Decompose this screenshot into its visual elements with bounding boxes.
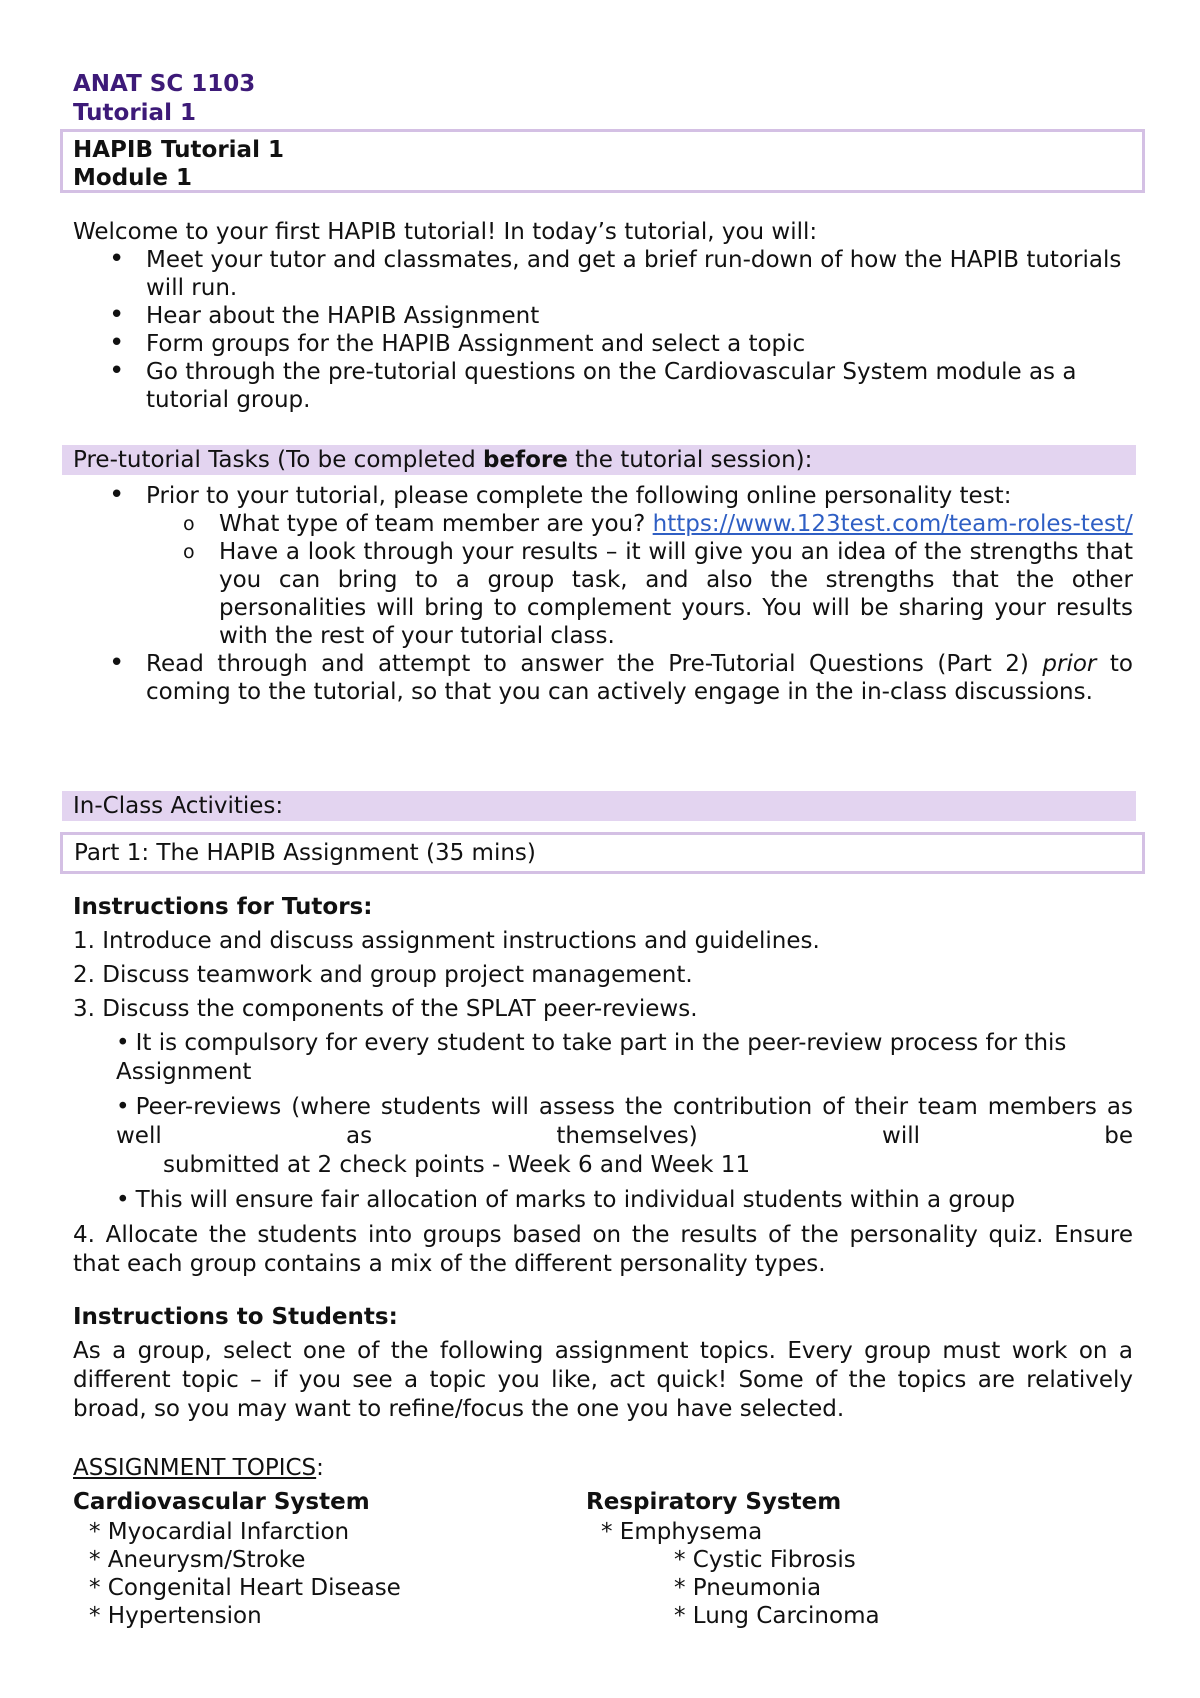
- pre-task-item: [73, 650, 1133, 706]
- cardiovascular-topics: [73, 1488, 401, 1630]
- tutor-instructions-heading: Instructions for Tutors:: [73, 894, 373, 920]
- intro-section: [73, 218, 1133, 414]
- intro-list: [73, 246, 1133, 414]
- tutor-substep: [116, 1186, 1133, 1215]
- intro-item: • Form groups for the HAPIB Assignment and select a topic: [73, 330, 1133, 358]
- tutor-substep-text: It is compulsory for every student to take part in the peer-review process for this Assignment: [116, 1030, 1067, 1085]
- personality-test-link[interactable]: https://www.123test.com/team-roles-test/: [652, 511, 1133, 537]
- pre-task-sublist: [146, 510, 1133, 650]
- assignment-topics-heading: [73, 1454, 324, 1483]
- pre-heading-text-end: the tutorial session):: [567, 447, 813, 473]
- intro-item: • Hear about the HAPIB Assignment: [73, 302, 1133, 330]
- assignment-topics-colon: :: [316, 1455, 324, 1481]
- topic-item: * Lung Carcinoma: [674, 1603, 880, 1629]
- student-instructions-text: As a group, select one of the following assignment topics. Every group must work on a different topic – if you see a topic you like, act quick! Some of the topics are relatively broad, so you may want to refine/focus the one you have selected.: [73, 1338, 1133, 1422]
- course-header: [73, 70, 255, 128]
- part1-heading-box: Part 1: The HAPIB Assignment (35 mins): [60, 832, 1145, 874]
- title-box: [60, 129, 1145, 193]
- tutor-substep-continuation: submitted at 2 check points - Week 6 and Week 11: [163, 1152, 751, 1178]
- tutor-instructions: [73, 893, 1133, 1279]
- intro-item: • Go through the pre-tutorial questions on the Cardiovascular System module as a tutorial group.: [73, 358, 1133, 414]
- respiratory-topics: [586, 1488, 880, 1630]
- tutor-step: 4. Allocate the students into groups based on the results of the personality quiz. Ensure that each group contains a mix of the different personality types.: [73, 1222, 1133, 1277]
- topic-item: * Pneumonia: [674, 1575, 822, 1601]
- topic-item: * Emphysema: [601, 1519, 763, 1545]
- topic-group-title: Respiratory System: [586, 1489, 842, 1515]
- bullet-glyph: •: [116, 1187, 130, 1213]
- tutor-substep-text: Peer-reviews (where students will assess the contribution of their team members as well as themselves) will be: [116, 1094, 1133, 1149]
- team-member-question: What type of team member are you?: [219, 511, 653, 537]
- student-instructions-heading: Instructions to Students:: [73, 1304, 398, 1330]
- pre-task-list: [73, 482, 1133, 706]
- pre-task-emphasis: prior: [1042, 651, 1097, 677]
- pre-heading-bold: before: [483, 447, 568, 473]
- intro-item: • Meet your tutor and classmates, and get a brief run-down of how the HAPIB tutorials will run.: [73, 246, 1133, 302]
- tutor-substep: [116, 1093, 1133, 1180]
- pre-tutorial-tasks: [73, 482, 1133, 706]
- pre-tutorial-heading-bar: [62, 445, 1136, 475]
- pre-heading-text: Pre-tutorial Tasks (To be completed: [73, 447, 484, 473]
- topic-item: * Hypertension: [89, 1603, 262, 1629]
- pre-task-subitem: [73, 510, 1133, 538]
- tutor-step: 1. Introduce and discuss assignment instructions and guidelines.: [73, 928, 820, 954]
- pre-task-text: Read through and attempt to answer the Pre-Tutorial Questions (Part 2): [146, 651, 1043, 677]
- assignment-topics-label: ASSIGNMENT TOPICS: [73, 1455, 317, 1481]
- pre-task-subitem: o Have a look through your results – it will give you an idea of the strengths that you can bring to a group task, and also the strengths that the other personalities will bring to complement yours. You will be sharing your results with the rest of your tutorial class.: [73, 538, 1133, 650]
- bullet-glyph: •: [116, 1030, 130, 1056]
- title-line-2: Module 1: [73, 165, 193, 191]
- tutor-substep: [116, 1029, 1133, 1087]
- title-line-1: HAPIB Tutorial 1: [73, 137, 284, 163]
- pre-task-text-end: to coming to the tutorial, so that you can actively engage in the in-class discussions.: [146, 651, 1133, 705]
- course-code: ANAT SC 1103: [73, 71, 256, 97]
- topic-item: * Congenital Heart Disease: [89, 1575, 401, 1601]
- topic-item: * Aneurysm/Stroke: [89, 1547, 306, 1573]
- tutor-step: 3. Discuss the components of the SPLAT peer-reviews.: [73, 996, 698, 1022]
- topic-item: * Cystic Fibrosis: [674, 1547, 856, 1573]
- tutor-substep-line: [116, 1093, 1133, 1151]
- pre-task-text: • Prior to your tutorial, please complete the following online personality test:: [146, 483, 1012, 509]
- topic-item: * Myocardial Infarction: [89, 1519, 350, 1545]
- tutor-step: 2. Discuss teamwork and group project management.: [73, 962, 693, 988]
- intro-lead: Welcome to your first HAPIB tutorial! In today’s tutorial, you will:: [73, 219, 818, 245]
- in-class-heading-bar: In-Class Activities:: [62, 791, 1136, 821]
- bullet-glyph: •: [116, 1094, 130, 1120]
- tutor-substep-text: This will ensure fair allocation of marks to individual students within a group: [135, 1187, 1016, 1213]
- tutorial-number: Tutorial 1: [73, 100, 196, 126]
- student-instructions: [73, 1303, 1133, 1424]
- topic-group-title: Cardiovascular System: [73, 1489, 370, 1515]
- pre-task-item: [73, 482, 1133, 650]
